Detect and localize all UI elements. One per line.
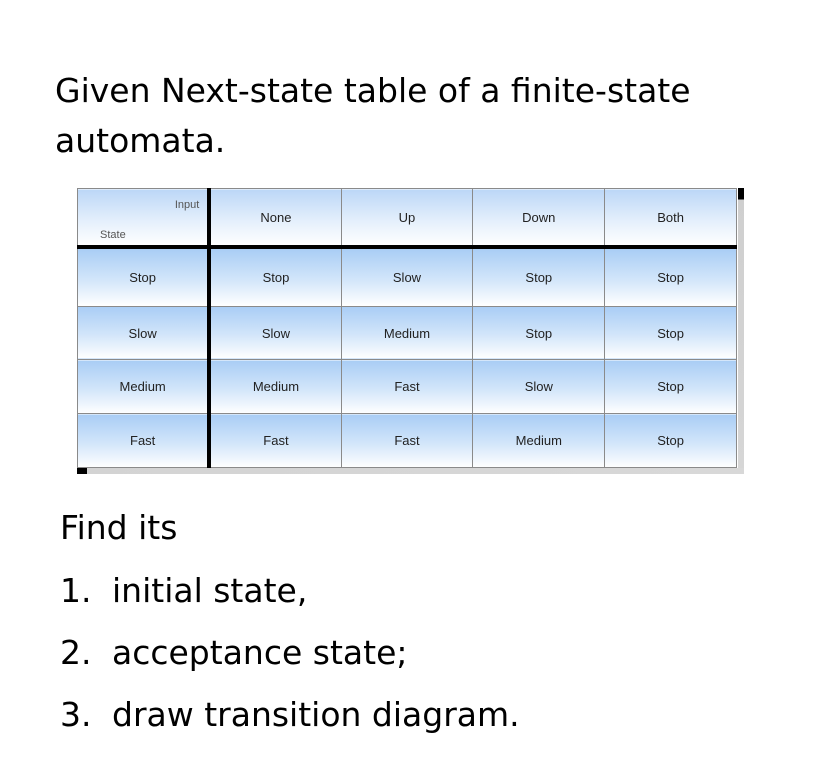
next-state-cell: Stop (605, 414, 737, 468)
table-row (78, 247, 737, 306)
next-state-cell: Medium (209, 360, 341, 414)
table-corner-cell (78, 189, 210, 248)
next-state-cell: Stop (473, 306, 605, 360)
task-list (60, 567, 520, 753)
task-item (60, 567, 520, 629)
row-state-cell: Fast (78, 414, 210, 468)
row-state-cell: Medium (78, 360, 210, 414)
problem-statement (55, 66, 795, 166)
table-bottom-edge (77, 468, 744, 474)
corner-input-label: Input (174, 199, 200, 211)
task-item (60, 691, 520, 753)
corner-state-label: State (100, 229, 126, 242)
next-state-cell: Stop (473, 247, 605, 306)
task-text: draw transition diagram. (112, 695, 520, 734)
next-state-cell: Stop (605, 247, 737, 306)
table-row (78, 306, 737, 360)
problem-statement-line-2: automata. (55, 121, 226, 160)
next-state-cell: Stop (605, 360, 737, 414)
find-its-label: Find its (60, 508, 178, 547)
task-item (60, 629, 520, 691)
next-state-cell: Fast (209, 414, 341, 468)
column-header: Down (473, 189, 605, 248)
next-state-table-image (77, 188, 744, 474)
next-state-cell: Medium (473, 414, 605, 468)
task-text: acceptance state; (112, 633, 408, 672)
column-header: Both (605, 189, 737, 248)
column-header: None (209, 189, 341, 248)
table-row (78, 360, 737, 414)
next-state-cell: Stop (209, 247, 341, 306)
next-state-cell: Stop (605, 306, 737, 360)
row-state-cell: Slow (78, 306, 210, 360)
next-state-cell: Slow (341, 247, 473, 306)
table-row (78, 414, 737, 468)
next-state-cell: Medium (341, 306, 473, 360)
task-number: 1. (60, 571, 92, 610)
column-header: Up (341, 189, 473, 248)
task-number: 2. (60, 633, 92, 672)
problem-statement-line-1: Given Next-state table of a finite-state (55, 71, 691, 110)
next-state-cell: Slow (473, 360, 605, 414)
row-state-cell: Stop (78, 247, 210, 306)
next-state-cell: Fast (341, 414, 473, 468)
task-text: initial state, (112, 571, 308, 610)
next-state-cell: Slow (209, 306, 341, 360)
table-right-edge (738, 188, 744, 474)
table-header-row (78, 189, 737, 248)
next-state-cell: Fast (341, 360, 473, 414)
task-number: 3. (60, 695, 92, 734)
next-state-table (77, 188, 737, 468)
